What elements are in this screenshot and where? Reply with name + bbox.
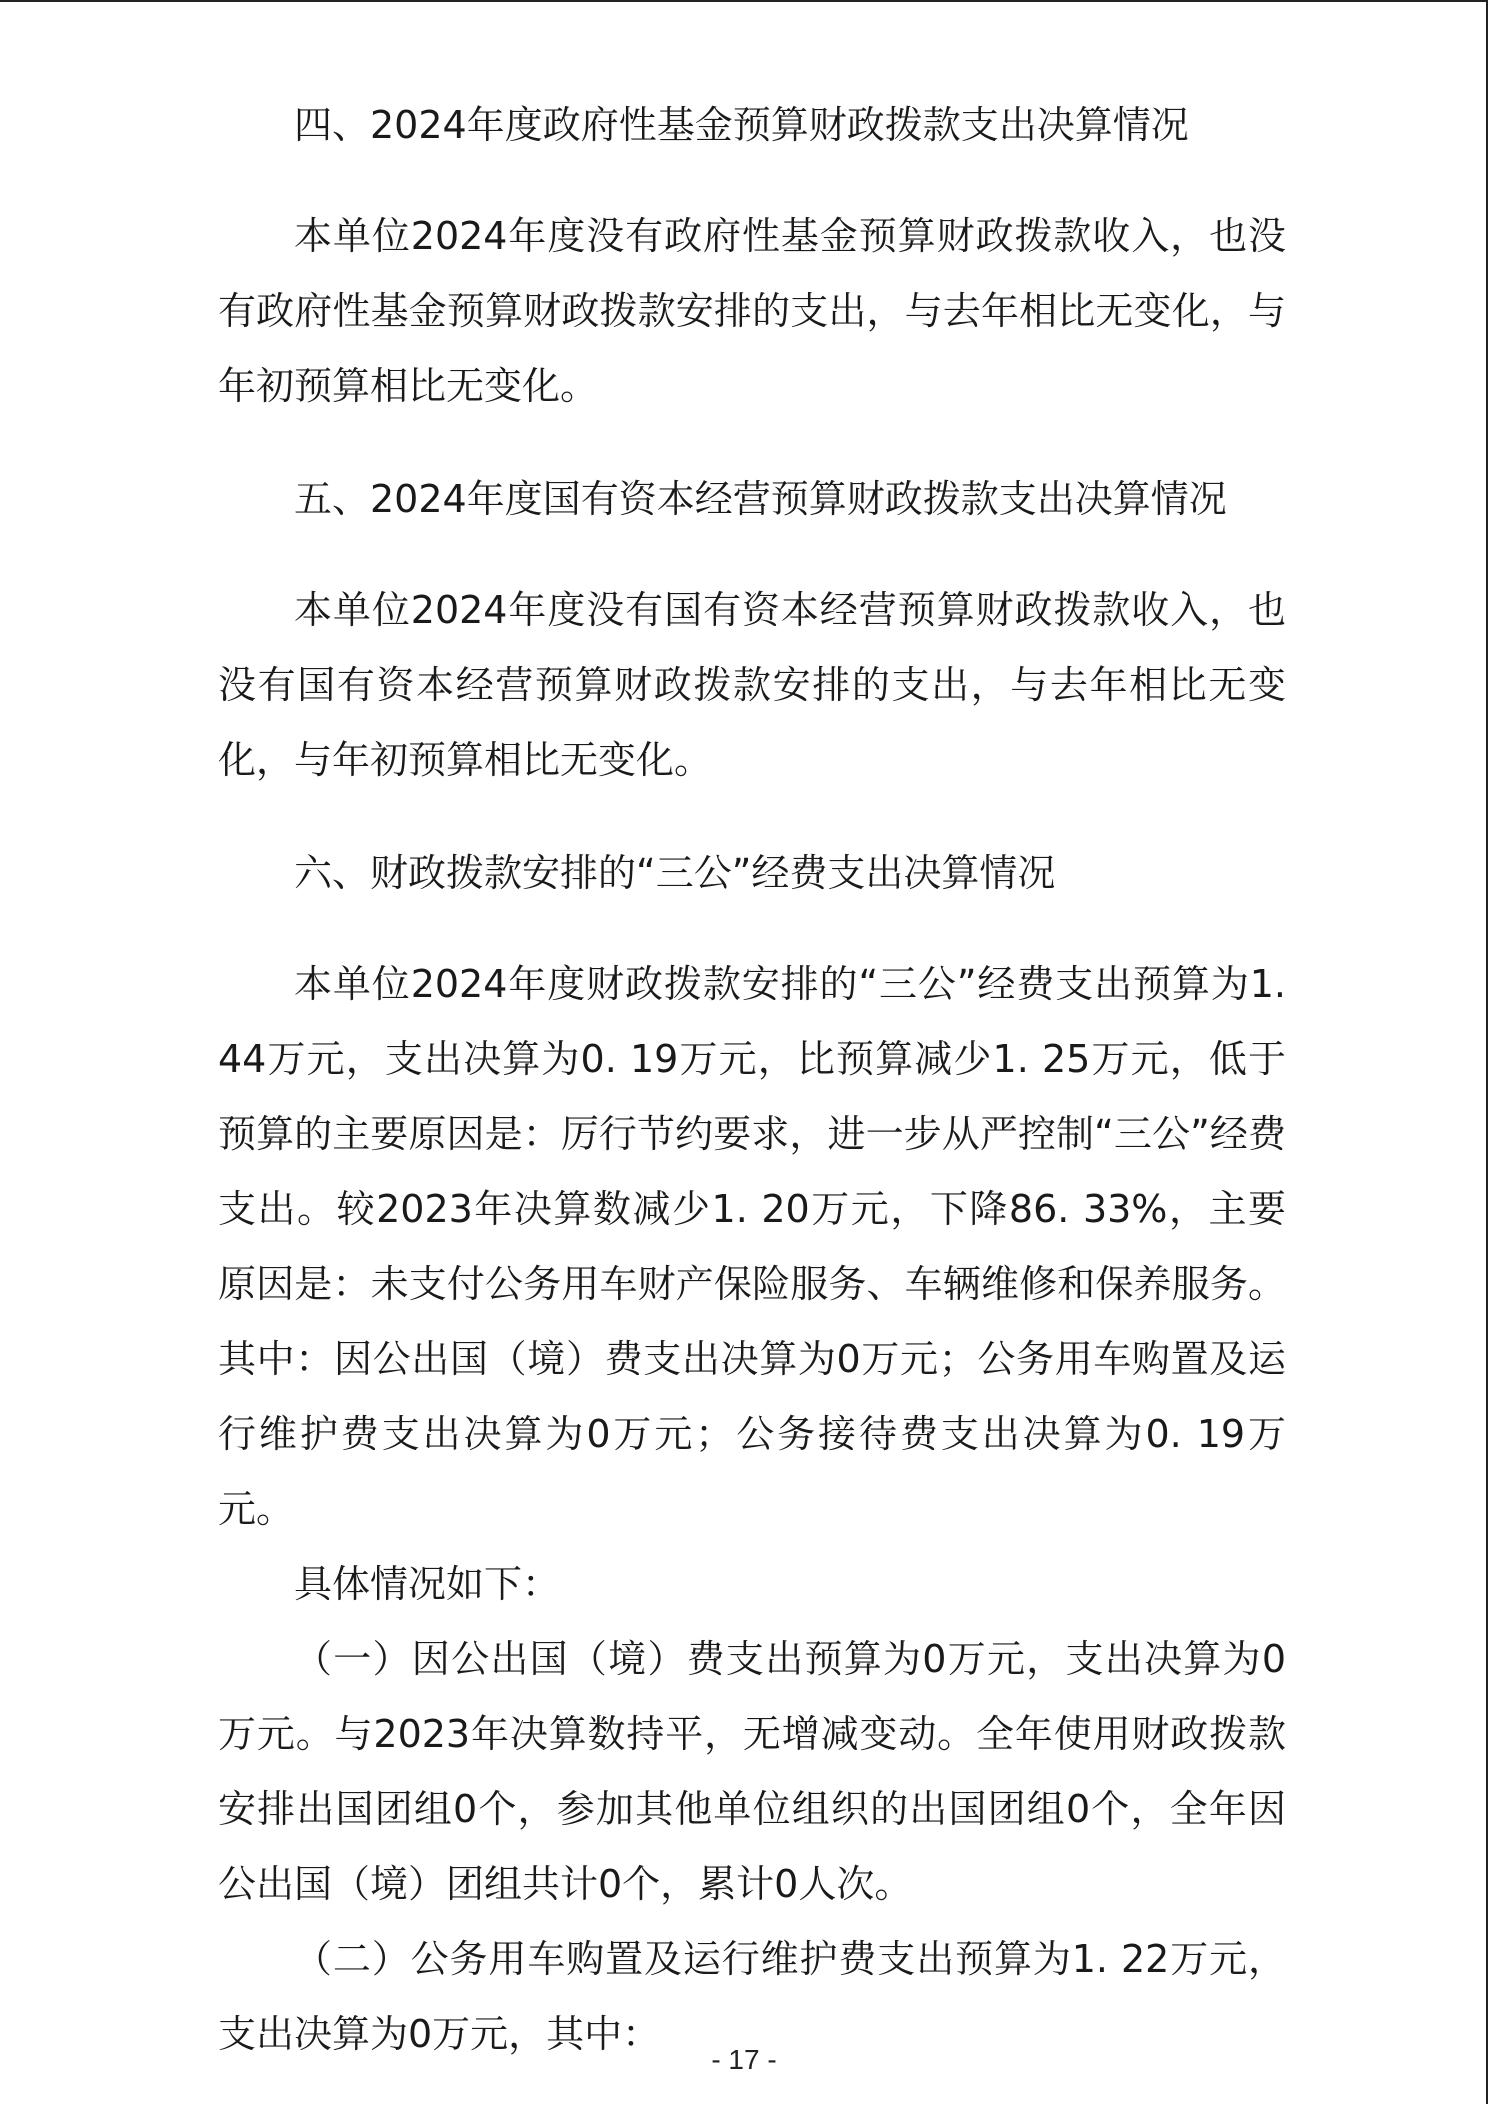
section-6-details-intro: 具体情况如下： (294, 1562, 561, 1606)
spacer (218, 798, 1286, 836)
document-page (218, 88, 1286, 2072)
section-5-body: 本单位2024年度没有国有资本经营预算财政拨款收入，也没有国有资本经营预算财政拨款安排的支出，与去年相比无变化，与年初预算相比无变化。 (218, 588, 1286, 782)
spacer (218, 424, 1286, 462)
section-4-heading: 四、2024年度政府性基金预算财政拨款支出决算情况 (294, 103, 1189, 147)
section-6-item-2: （二）公务用车购置及运行维护费支出预算为1. 22万元，支出决算为0万元，其中： (218, 1937, 1286, 2056)
spacer (218, 163, 1286, 199)
section-6-body: 本单位2024年度财政拨款安排的“三公”经费支出预算为1. 44万元，支出决算为0. 19万元，比预算减少1. 25万元，低于预算的主要原因是：厉行节约要求，进一步从严控制“三公”经费支出。较2023年决算数减少1. 20万元，下降86. 33%，主要原因是：未支付公务用车财产保险服务、车辆维修和保养服务。其中：因公出国（境）费支出决算为0万元；公务用车购置及运行维护费支出决算为0万元；公务接待费支出决算为0. 19万元。 (218, 962, 1286, 1531)
page-number: - 17 - (711, 2044, 777, 2075)
page-border-top (0, 0, 1488, 2)
section-5-heading: 五、2024年度国有资本经营预算财政拨款支出决算情况 (294, 477, 1227, 521)
spacer (218, 911, 1286, 947)
section-4-body: 本单位2024年度没有政府性基金预算财政拨款收入，也没有政府性基金预算财政拨款安排的支出，与去年相比无变化，与年初预算相比无变化。 (218, 214, 1286, 408)
section-6-heading: 六、财政拨款安排的“三公”经费支出决算情况 (294, 851, 1056, 895)
spacer (218, 537, 1286, 573)
section-6-item-1: （一）因公出国（境）费支出预算为0万元，支出决算为0万元。与2023年决算数持平，无增减变动。全年使用财政拨款安排出国团组0个，参加其他单位组织的出国团组0个，全年因公出国（境）团组共计0个，累计0人次。 (218, 1637, 1286, 1906)
